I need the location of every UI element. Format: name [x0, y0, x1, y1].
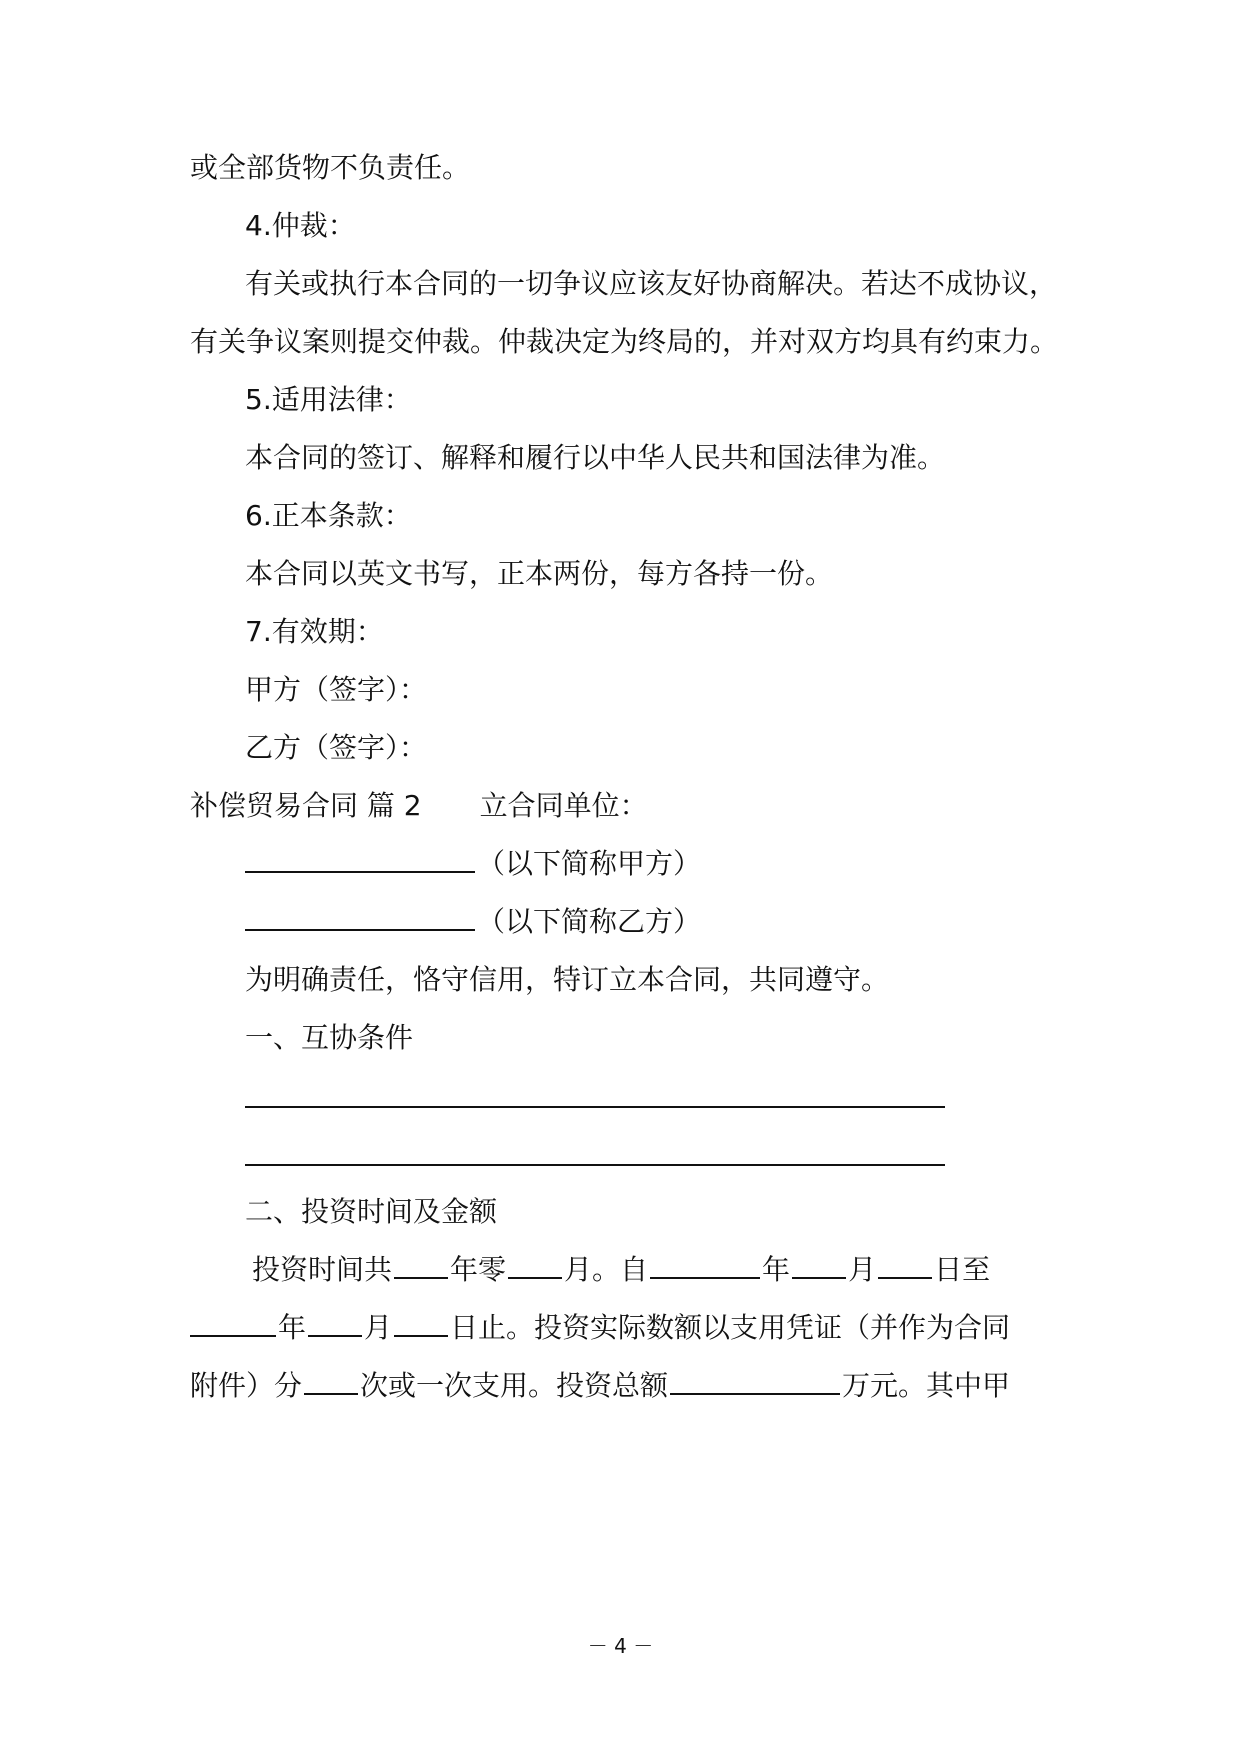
blank-field[interactable] [394, 1251, 448, 1279]
blank-field[interactable] [245, 903, 475, 931]
blank-field[interactable] [394, 1309, 448, 1337]
text-run: 年 [278, 1311, 307, 1344]
clause-heading: 4.仲裁： [245, 209, 356, 242]
contracting-units-label: 立合同单位： [479, 789, 648, 822]
blank-rule-line[interactable] [245, 1164, 945, 1166]
blank-rule-line[interactable] [245, 1106, 945, 1108]
paragraph-line [190, 1366, 1010, 1406]
text-run: 日止。投资实际数额以支用凭证（并作为合同 [450, 1311, 1011, 1344]
paragraph-line [252, 1250, 990, 1290]
party-b-suffix: （以下简称乙方） [477, 905, 702, 938]
party-a-line [245, 844, 701, 884]
section-heading: 一、互协条件 [245, 1021, 414, 1054]
clause-heading: 5.适用法律： [245, 383, 412, 416]
blank-field[interactable] [308, 1309, 362, 1337]
paragraph-line: 为明确责任，恪守信用，特订立本合同，共同遵守。 [245, 963, 890, 996]
blank-field[interactable] [878, 1251, 932, 1279]
contract-title-line [190, 786, 648, 826]
paragraph-line: 或全部货物不负责任。 [190, 151, 471, 184]
text-run: 月 [364, 1311, 393, 1344]
text-run: 万元。其中甲 [842, 1369, 1011, 1402]
clause-heading: 7.有效期： [245, 615, 384, 648]
party-a-suffix: （以下简称甲方） [477, 847, 702, 880]
page-number: － 4 － [587, 1634, 654, 1658]
section-heading: 二、投资时间及金额 [245, 1195, 498, 1228]
blank-field[interactable] [190, 1309, 276, 1337]
paragraph-line: 本合同的签订、解释和履行以中华人民共和国法律为准。 [245, 441, 946, 474]
text-run: 投资时间共 [252, 1253, 393, 1286]
text-run: 次或一次支用。投资总额 [360, 1369, 669, 1402]
signature-line-party-a: 甲方（签字）： [245, 673, 428, 706]
blank-field[interactable] [792, 1251, 846, 1279]
text-run: 附件）分 [190, 1369, 303, 1402]
contract-title: 补偿贸易合同 篇 2 [190, 789, 422, 822]
blank-field[interactable] [670, 1367, 840, 1395]
paragraph-line: 有关争议案则提交仲裁。仲裁决定为终局的，并对双方均具有约束力。 [190, 325, 1059, 358]
paragraph-line: 有关或执行本合同的一切争议应该友好协商解决。若达不成协议， [245, 267, 1058, 300]
blank-field[interactable] [508, 1251, 562, 1279]
text-run: 月 [848, 1253, 877, 1286]
signature-line-party-b: 乙方（签字）： [245, 731, 428, 764]
paragraph-line [190, 1308, 1010, 1348]
clause-heading: 6.正本条款： [245, 499, 412, 532]
blank-field[interactable] [650, 1251, 760, 1279]
blank-field[interactable] [245, 845, 475, 873]
blank-field[interactable] [304, 1367, 358, 1395]
text-run: 年 [762, 1253, 791, 1286]
text-run: 年零 [450, 1253, 507, 1286]
party-b-line [245, 902, 701, 942]
text-run: 月。自 [564, 1253, 649, 1286]
paragraph-line: 本合同以英文书写，正本两份，每方各持一份。 [245, 557, 834, 590]
text-run: 日至 [934, 1253, 991, 1286]
